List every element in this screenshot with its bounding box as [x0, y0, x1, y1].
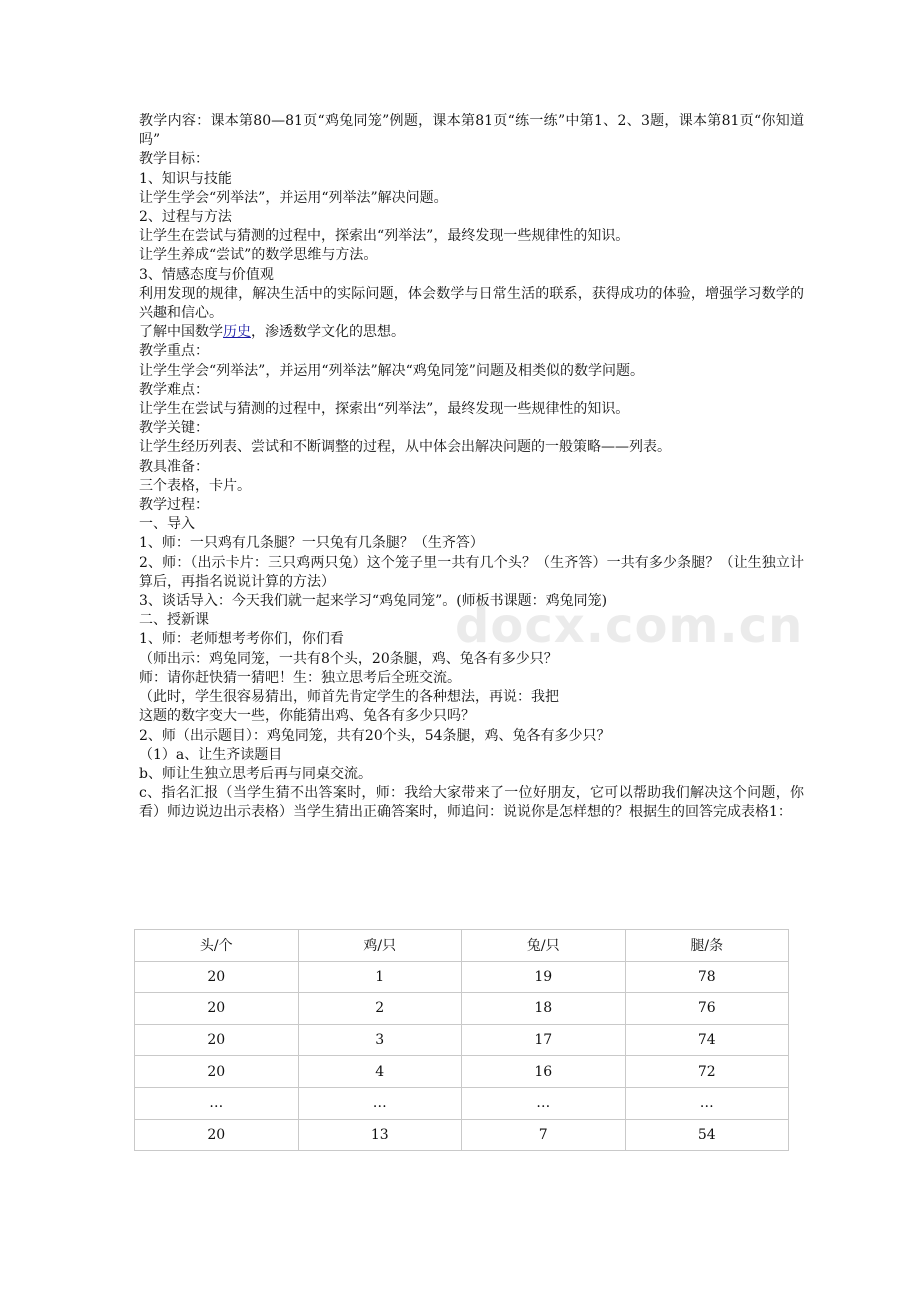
table-row: [135, 1024, 789, 1056]
table-row: [135, 1056, 789, 1088]
section-heading-difficulties: 教学难点：: [139, 381, 209, 398]
table-cell: 78: [625, 961, 789, 993]
step-heading-new-lesson: 二、授新课: [139, 612, 209, 629]
objective-heading-1: 1、知识与技能: [139, 170, 232, 187]
history-text-before: 了解中国数学: [139, 324, 223, 341]
table-row: [135, 1119, 789, 1151]
table-cell: 3: [298, 1024, 462, 1056]
paragraph: （1）a、让生齐读题目: [139, 746, 283, 763]
paragraph: 3、谈话导入：今天我们就一起来学习“鸡兔同笼”。(师板书课题：鸡兔同笼): [139, 593, 608, 610]
section-heading-process: 教学过程：: [139, 497, 209, 514]
table-cell: 20: [135, 1056, 299, 1088]
paragraph: （师出示：鸡兔同笼，一共有8个头，20条腿，鸡、兔各有多少只？: [139, 650, 558, 667]
paragraph: 三个表格，卡片。: [139, 477, 251, 494]
table-header-cell: 鸡/只: [298, 930, 462, 962]
table-cell: 74: [625, 1024, 789, 1056]
table-cell: 18: [462, 993, 626, 1025]
table-cell: 4: [298, 1056, 462, 1088]
objective-heading-2: 2、过程与方法: [139, 209, 232, 226]
table-cell: 7: [462, 1119, 626, 1151]
table-header-cell: 腿/条: [625, 930, 789, 962]
paragraph: 让学生学会“列举法”，并运用“列举法”解决问题。: [139, 189, 448, 206]
objective-heading-3: 3、情感态度与价值观: [139, 266, 274, 283]
paragraph: b、师让生独立思考后再与同桌交流。: [139, 765, 372, 782]
history-link[interactable]: 历史: [223, 324, 251, 341]
table-row: [135, 1087, 789, 1119]
table-cell: 20: [135, 1119, 299, 1151]
table-header-row: [135, 930, 789, 962]
table-cell: 20: [135, 993, 299, 1025]
section-heading-objectives: 教学目标：: [139, 151, 209, 168]
paragraph: 利用发现的规律，解决生活中的实际问题，体会数学与日常生活的联系，获得成功的体验，增强学习数学的兴趣和信心。: [139, 285, 804, 322]
table-cell: 16: [462, 1056, 626, 1088]
table-header-cell: 头/个: [135, 930, 299, 962]
table-cell: 1: [298, 961, 462, 993]
paragraph: 让学生养成“尝试”的数学思维与方法。: [139, 247, 378, 264]
table-cell: 54: [625, 1119, 789, 1151]
paragraph: c、指名汇报（当学生猜不出答案时，师：我给大家带来了一位好朋友，它可以帮助我们解决这个问题，你看）师边说边出示表格）当学生猜出正确答案时，师追问：说说你是怎样想的？根据生的回答完成表格1：: [139, 785, 804, 821]
table-cell: 20: [135, 961, 299, 993]
section-heading-materials: 教具准备：: [139, 458, 209, 475]
table-cell: …: [298, 1087, 462, 1119]
section-heading-key-points: 教学重点：: [139, 343, 209, 360]
paragraph: 让学生经历列表、尝试和不断调整的过程，从中体会出解决问题的一般策略——列表。: [139, 439, 671, 456]
section-heading-key: 教学关键：: [139, 420, 209, 437]
table-cell: 19: [462, 961, 626, 993]
paragraph: （此时，学生很容易猜出，师首先肯定学生的各种想法，再说：我把: [139, 689, 559, 706]
table-header-cell: 兔/只: [462, 930, 626, 962]
table-cell: …: [625, 1087, 789, 1119]
paragraph: 2、师（出示题目）：鸡兔同笼，共有20个头，54条腿，鸡、兔各有多少只？: [139, 727, 611, 744]
table-cell: 13: [298, 1119, 462, 1151]
history-text-after: ，渗透数学文化的思想。: [251, 324, 405, 341]
step-heading-intro: 一、导入: [139, 516, 195, 533]
history-paragraph: [139, 323, 804, 342]
teaching-content: 教学内容：课本第80—81页“鸡兔同笼”例题，课本第81页“练一练”中第1、2、3题，课本第81页“你知道吗”: [139, 113, 804, 149]
paragraph: 2、师：（出示卡片：三只鸡两只兔）这个笼子里一共有几个头？（生齐答）一共有多少条腿？（让生独立计算后，再指名说说计算的方法）: [139, 554, 804, 590]
paragraph: 这题的数字变大一些，你能猜出鸡、兔各有多少只吗？: [139, 708, 475, 725]
table-cell: …: [462, 1087, 626, 1119]
paragraph: 让学生在尝试与猜测的过程中，探索出“列举法”，最终发现一些规律性的知识。: [139, 228, 630, 245]
table-cell: 20: [135, 1024, 299, 1056]
table-cell: …: [135, 1087, 299, 1119]
chicken-rabbit-table: [134, 929, 789, 1151]
document-body: [139, 112, 804, 823]
table-cell: 2: [298, 993, 462, 1025]
paragraph: 1、师：一只鸡有几条腿？一只兔有几条腿？（生齐答）: [139, 535, 484, 552]
table-cell: 76: [625, 993, 789, 1025]
table-row: [135, 961, 789, 993]
paragraph: 让学生学会“列举法”，并运用“列举法”解决“鸡兔同笼”问题及相类似的数学问题。: [139, 362, 644, 379]
paragraph: 让学生在尝试与猜测的过程中，探索出“列举法”，最终发现一些规律性的知识。: [139, 401, 630, 418]
table-cell: 72: [625, 1056, 789, 1088]
table-row: [135, 993, 789, 1025]
paragraph: 1、师：老师想考考你们，你们看: [139, 631, 344, 648]
watermark: docx.com.cn: [455, 598, 804, 654]
paragraph: 师：请你赶快猜一猜吧！生：独立思考后全班交流。: [139, 669, 461, 686]
table-cell: 17: [462, 1024, 626, 1056]
